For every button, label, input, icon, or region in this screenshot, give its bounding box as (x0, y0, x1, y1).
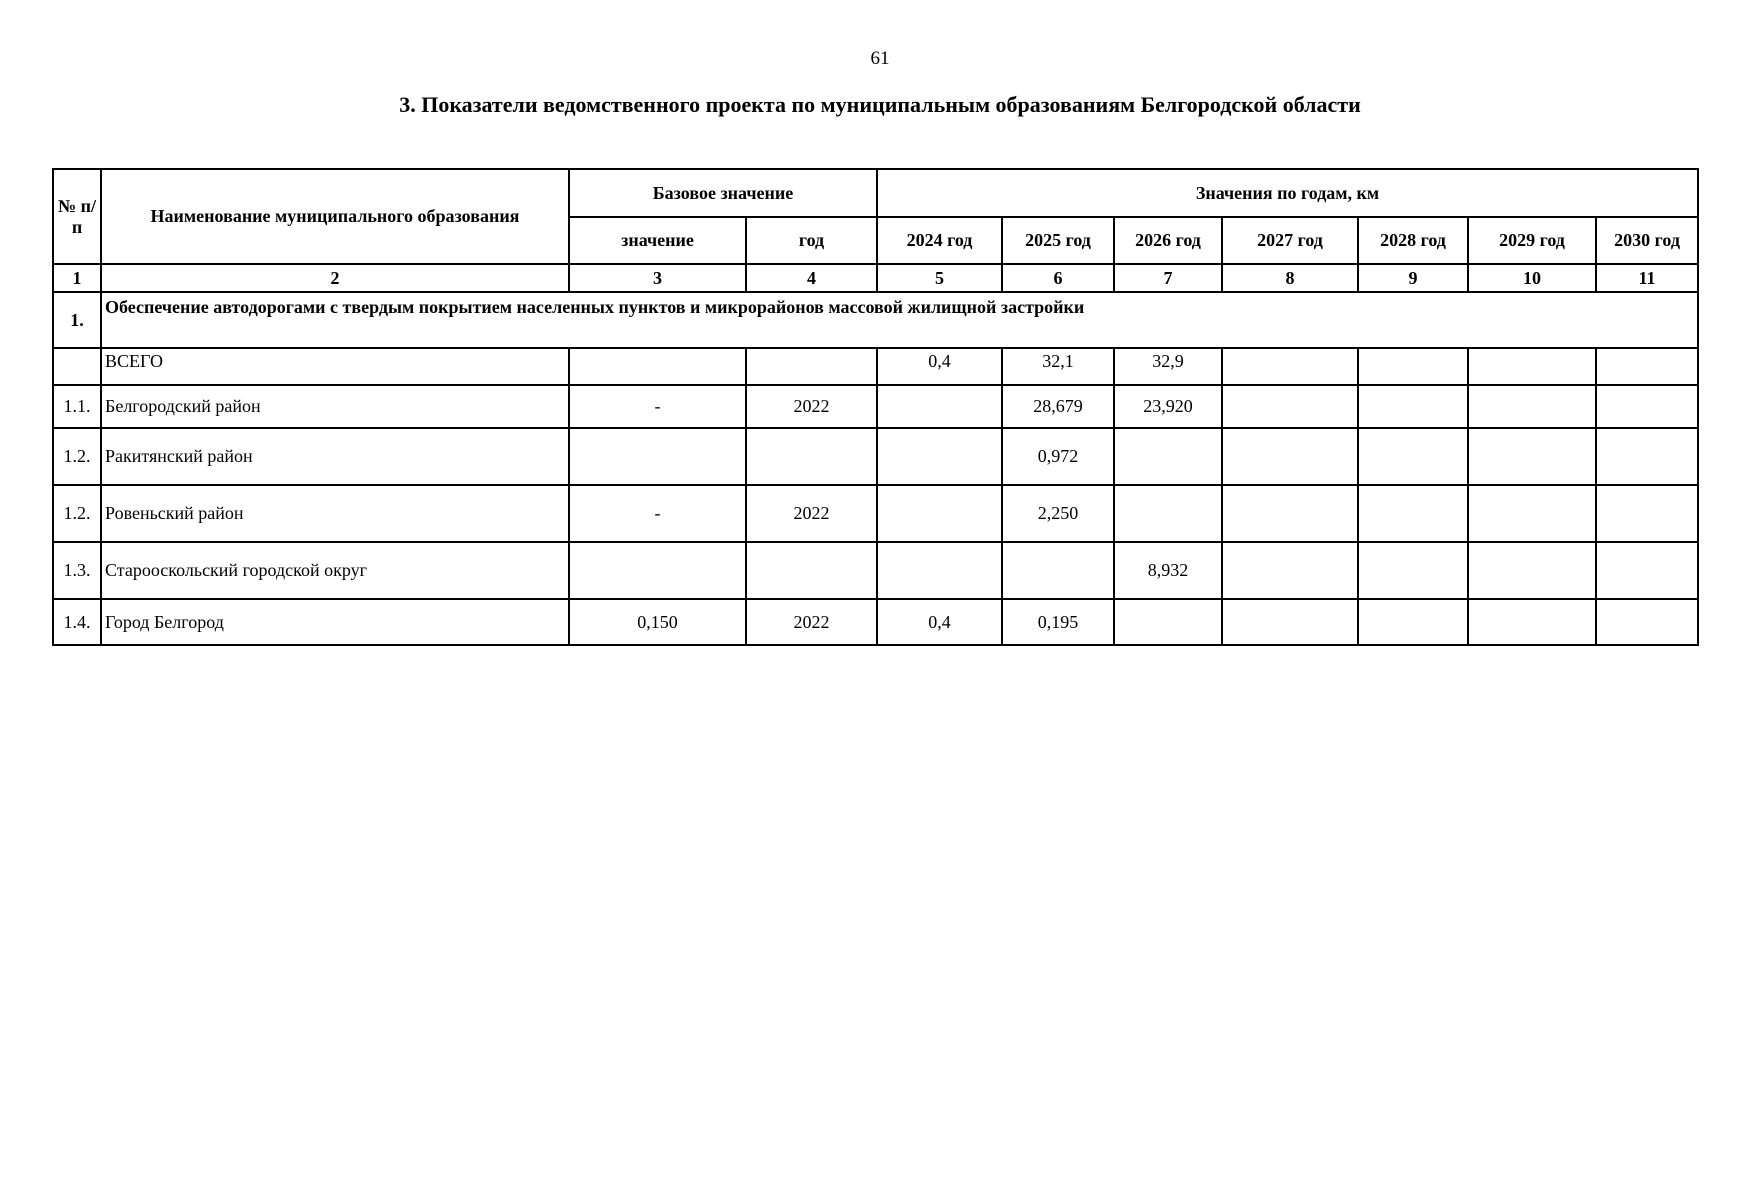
value-2024-cell (877, 428, 1002, 485)
municipality-name: Город Белгород (101, 599, 569, 645)
header-year-2030: 2030 год (1596, 217, 1698, 264)
header-name: Наименование муниципального образования (101, 169, 569, 264)
row-number: 1.2. (53, 485, 101, 542)
column-number: 9 (1358, 264, 1468, 292)
value-2029-cell (1468, 542, 1596, 599)
value-2028-cell (1358, 385, 1468, 428)
value-2024-cell (877, 485, 1002, 542)
value-2024-cell (877, 385, 1002, 428)
base-value-cell (569, 348, 746, 385)
column-number: 4 (746, 264, 877, 292)
base-year-cell: 2022 (746, 385, 877, 428)
column-numbers-row (53, 264, 1698, 292)
column-number: 1 (53, 264, 101, 292)
header-base-value: значение (569, 217, 746, 264)
section-number: 1. (53, 292, 101, 348)
municipality-name: ВСЕГО (101, 348, 569, 385)
value-2029-cell (1468, 485, 1596, 542)
base-year-cell (746, 428, 877, 485)
base-year-cell (746, 348, 877, 385)
base-value-cell (569, 428, 746, 485)
value-2029-cell (1468, 385, 1596, 428)
row-number (53, 348, 101, 385)
header-year-2027: 2027 год (1222, 217, 1358, 264)
column-number: 8 (1222, 264, 1358, 292)
value-2028-cell (1358, 599, 1468, 645)
base-year-cell (746, 542, 877, 599)
value-2030-cell (1596, 428, 1698, 485)
indicators-table (52, 168, 1699, 646)
value-2027-cell (1222, 428, 1358, 485)
header-years-group: Значения по годам, км (877, 169, 1698, 217)
header-year-2029: 2029 год (1468, 217, 1596, 264)
value-2029-cell (1468, 348, 1596, 385)
column-number: 11 (1596, 264, 1698, 292)
header-year-2025: 2025 год (1002, 217, 1114, 264)
header-year-2026: 2026 год (1114, 217, 1222, 264)
value-2024-cell (877, 542, 1002, 599)
value-2027-cell (1222, 542, 1358, 599)
value-2025-cell: 0,195 (1002, 599, 1114, 645)
table-row (53, 385, 1698, 428)
table-row-total (53, 348, 1698, 385)
page-number: 61 (870, 48, 890, 69)
value-2030-cell (1596, 385, 1698, 428)
page-title: 3. Показатели ведомственного проекта по муниципальным образованиям Белгородской области (399, 92, 1361, 117)
header-num: № п/п (53, 169, 101, 264)
table-row (53, 599, 1698, 645)
value-2026-cell: 32,9 (1114, 348, 1222, 385)
value-2027-cell (1222, 485, 1358, 542)
base-value-cell (569, 542, 746, 599)
column-number: 10 (1468, 264, 1596, 292)
header-base-year: год (746, 217, 877, 264)
column-number: 6 (1002, 264, 1114, 292)
value-2026-cell: 23,920 (1114, 385, 1222, 428)
value-2030-cell (1596, 542, 1698, 599)
value-2026-cell (1114, 485, 1222, 542)
column-number: 3 (569, 264, 746, 292)
header-year-2024: 2024 год (877, 217, 1002, 264)
value-2029-cell (1468, 428, 1596, 485)
value-2025-cell (1002, 542, 1114, 599)
base-value-cell: - (569, 485, 746, 542)
value-2029-cell (1468, 599, 1596, 645)
value-2024-cell: 0,4 (877, 348, 1002, 385)
header-row-top (53, 169, 1698, 217)
section-title: Обеспечение автодорогами с твердым покрытием населенных пунктов и микрорайонов массовой жилищной застройки (101, 292, 1698, 348)
base-value-cell: 0,150 (569, 599, 746, 645)
table-row (53, 542, 1698, 599)
value-2027-cell (1222, 599, 1358, 645)
base-value-cell: - (569, 385, 746, 428)
value-2025-cell: 28,679 (1002, 385, 1114, 428)
municipality-name: Ровеньский район (101, 485, 569, 542)
value-2028-cell (1358, 485, 1468, 542)
base-year-cell: 2022 (746, 485, 877, 542)
value-2025-cell: 0,972 (1002, 428, 1114, 485)
value-2026-cell (1114, 428, 1222, 485)
column-number: 7 (1114, 264, 1222, 292)
value-2028-cell (1358, 542, 1468, 599)
value-2027-cell (1222, 348, 1358, 385)
section-row (53, 292, 1698, 348)
value-2026-cell: 8,932 (1114, 542, 1222, 599)
table-row (53, 428, 1698, 485)
column-number: 2 (101, 264, 569, 292)
value-2030-cell (1596, 599, 1698, 645)
value-2027-cell (1222, 385, 1358, 428)
row-number: 1.3. (53, 542, 101, 599)
value-2028-cell (1358, 348, 1468, 385)
table-row (53, 485, 1698, 542)
row-number: 1.4. (53, 599, 101, 645)
header-year-2028: 2028 год (1358, 217, 1468, 264)
row-number: 1.1. (53, 385, 101, 428)
value-2025-cell: 32,1 (1002, 348, 1114, 385)
row-number: 1.2. (53, 428, 101, 485)
header-base-group: Базовое значение (569, 169, 877, 217)
municipality-name: Ракитянский район (101, 428, 569, 485)
value-2025-cell: 2,250 (1002, 485, 1114, 542)
value-2026-cell (1114, 599, 1222, 645)
municipality-name: Старооскольский городской округ (101, 542, 569, 599)
value-2028-cell (1358, 428, 1468, 485)
value-2030-cell (1596, 485, 1698, 542)
base-year-cell: 2022 (746, 599, 877, 645)
column-number: 5 (877, 264, 1002, 292)
value-2030-cell (1596, 348, 1698, 385)
municipality-name: Белгородский район (101, 385, 569, 428)
value-2024-cell: 0,4 (877, 599, 1002, 645)
